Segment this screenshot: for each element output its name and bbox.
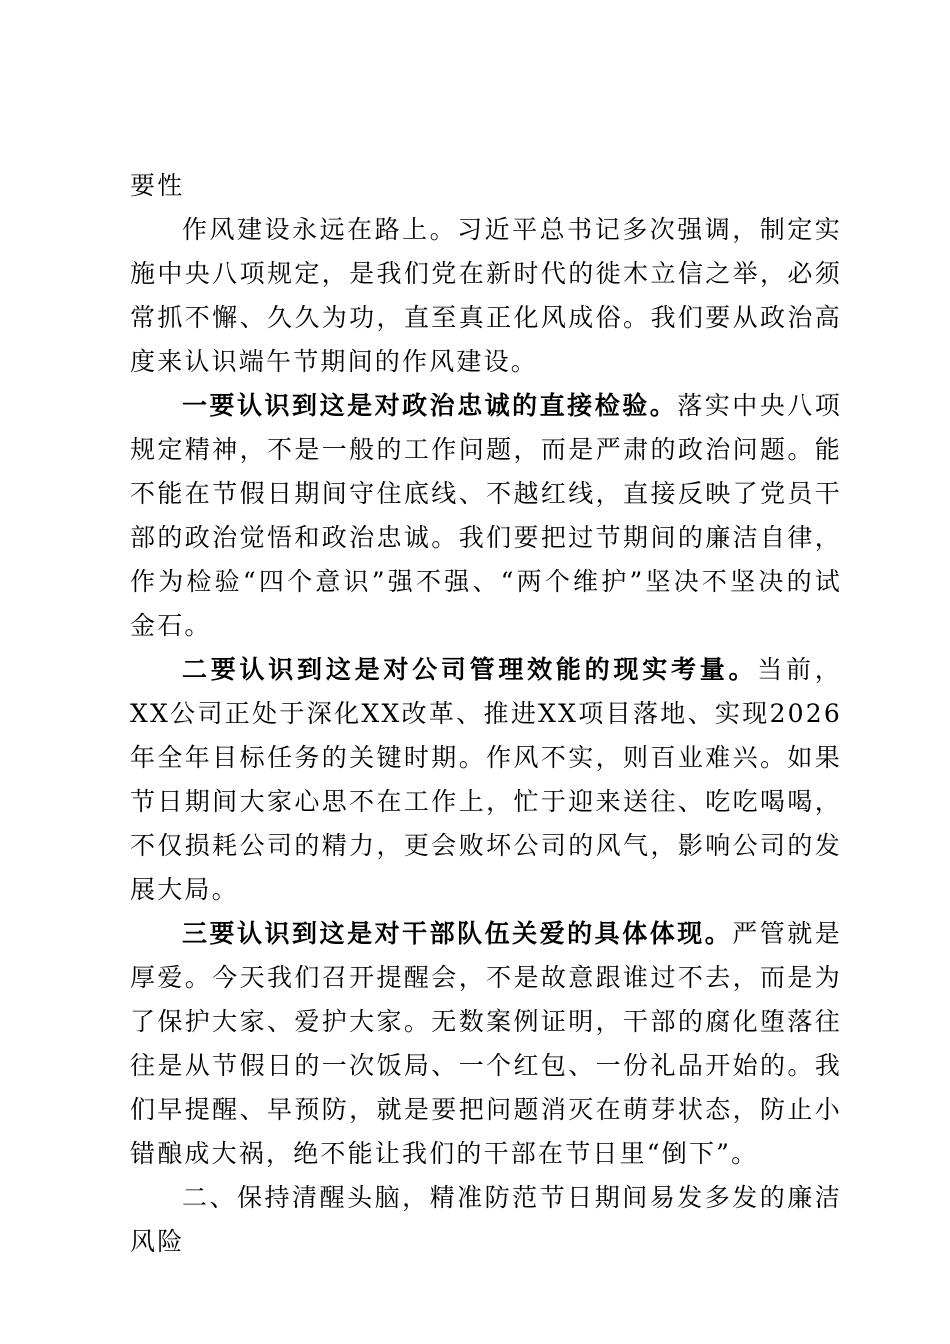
paragraph-text: 严管就是厚爱。今天我们召开提醒会，不是故意跟谁过不去，而是为了保护大家、爱护大家。无数案例证明，干部的腐化堕落往往是从节假日的一次饭局、一个红包、一份礼品开始的。我们早提醒、早预防，就是要把问题消灭在萌芽状态，防止小错酿成大祸，绝不能让我们的干部在节日里“倒下”。: [130, 919, 842, 1168]
paragraph-continuation: [130, 164, 842, 208]
paragraph-lead: 二要认识到这是对公司管理效能的现实考量。: [182, 655, 758, 684]
section-heading: [130, 1176, 842, 1264]
paragraph-point-two: [130, 648, 842, 912]
paragraph-text: 二、保持清醒头脑，精准防范节日期间易发多发的廉洁风险: [130, 1183, 842, 1256]
paragraph-point-three: [130, 912, 842, 1176]
paragraph-text: 落实中央八项规定精神，不是一般的工作问题，而是严肃的政治问题。能不能在节假日期间守住底线、不越红线，直接反映了党员干部的政治觉悟和政治忠诚。我们要把过节期间的廉洁自律，作为检验“四个意识”强不强、“两个维护”坚决不坚决的试金石。: [130, 391, 842, 640]
paragraph-point-one: [130, 384, 842, 648]
document-page: [130, 164, 842, 1264]
paragraph-lead: 三要认识到这是对干部队伍关爱的具体体现。: [182, 919, 733, 948]
paragraph-lead: 一要认识到这是对政治忠诚的直接检验。: [182, 391, 678, 420]
paragraph-text: 当前，XX公司正处于深化XX改革、推进XX项目落地、实现2026年全年目标任务的关键时期。作风不实，则百业难兴。如果节日期间大家心思不在工作上，忙于迎来送往、吃吃喝喝，不仅损耗公司的精力，更会败坏公司的风气，影响公司的发展大局。: [130, 655, 842, 904]
paragraph-intro: [130, 208, 842, 384]
paragraph-text: 要性: [130, 171, 185, 200]
paragraph-text: 作风建设永远在路上。习近平总书记多次强调，制定实施中央八项规定，是我们党在新时代的徙木立信之举，必须常抓不懈、久久为功，直至真正化风成俗。我们要从政治高度来认识端午节期间的作风建设。: [130, 215, 842, 376]
